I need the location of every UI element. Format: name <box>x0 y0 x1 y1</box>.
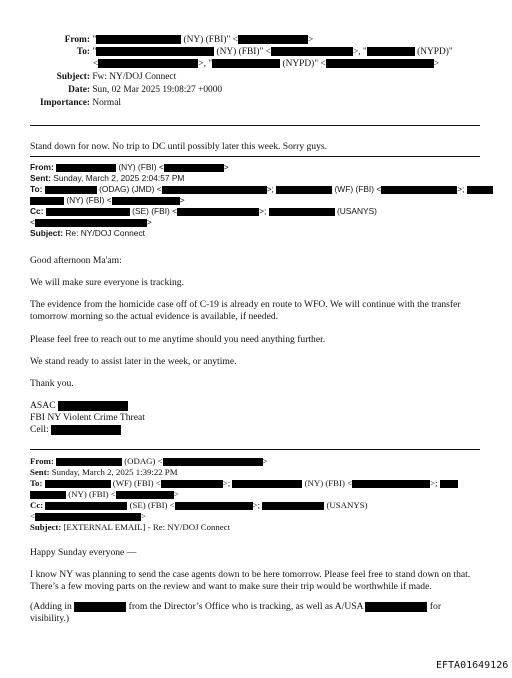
redaction-bar <box>276 186 332 194</box>
redaction-bar <box>326 59 434 68</box>
msg2-paragraph: I know NY was planning to send the case agents down to be here tomorrow. Please feel free to stand down on that. There’s a few moving parts on the review and want to make sure their trip would be worthwhile if made. <box>30 569 471 592</box>
header-subject: Fw: NY/DOJ Connect <box>92 72 177 82</box>
msg1-paragraph: The evidence from the homicide case off of C-19 is already en route to WFO. We will continue with the transfer tomorrow morning so the actual evidence is available, if needed. <box>30 299 461 322</box>
redaction-bar <box>116 491 174 499</box>
redaction-bar <box>96 47 214 56</box>
header-date-row: Date: Sun, 02 Mar 2025 19:08:27 +0000 <box>68 85 223 95</box>
redaction-bar <box>35 513 141 521</box>
msg1-to-row-2: (NY) (FBI) < > <box>30 195 185 206</box>
msg2-paragraph-cont: visibility.) <box>30 613 70 624</box>
header-date: Sun, 02 Mar 2025 19:08:27 +0000 <box>92 85 223 95</box>
msg2-to-row-2: (NY) (FBI) < > <box>30 489 179 500</box>
header-importance: Normal <box>92 98 121 108</box>
header-importance-row: Importance: Normal <box>40 98 121 108</box>
redaction-bar <box>365 602 427 612</box>
redaction-bar <box>177 208 259 216</box>
msg1-from-row: From: (NY) (FBI) < > <box>30 162 229 172</box>
msg2-subject: [EXTERNAL EMAIL] - Re: NY/DOJ Connect <box>63 522 231 532</box>
msg2-to-row: To: (WF) (FBI) < >; (NY) (FBI) < >; <box>30 478 458 489</box>
redaction-bar <box>238 35 308 44</box>
redaction-bar <box>175 502 253 510</box>
redaction-bar <box>45 186 97 194</box>
msg1-signature-cell-row: Cell: <box>30 424 121 436</box>
redaction-bar <box>271 47 353 56</box>
msg1-thanks: Thank you. <box>30 378 74 389</box>
redaction-bar <box>367 47 415 56</box>
msg1-paragraph: We will make sure everyone is tracking. <box>30 277 185 288</box>
redaction-bar <box>212 59 280 68</box>
redaction-bar <box>58 401 128 411</box>
redaction-bar <box>163 458 263 466</box>
msg1-cc-row-2: < > <box>30 217 152 227</box>
top-message: Stand down for now. No trip to DC until possibly later this week. Sorry guys. <box>30 141 328 152</box>
msg1-cc-row: Cc: (SE) (FBI) < >; (USANYS) <box>30 206 377 216</box>
msg1-sent-row: Sent: Sunday, March 2, 2025 2:04:57 PM <box>30 173 185 183</box>
msg2-greeting: Happy Sunday everyone — <box>30 547 137 558</box>
msg1-subject-row: Subject: Re: NY/DOJ Connect <box>30 228 145 238</box>
msg1-sent: Sunday, March 2, 2025 2:04:57 PM <box>53 173 185 183</box>
redaction-bar <box>30 491 66 499</box>
header-from-row: From: " (NY) (FBI)" < > <box>64 35 314 45</box>
redaction-bar <box>45 480 111 488</box>
document-id: EFTA01649126 <box>436 660 509 671</box>
msg2-sent-row: Sent: Sunday, March 2, 2025 1:39:22 PM <box>30 467 178 477</box>
msg2-paragraph-row: (Adding in from the Director’s Office who is tracking, as well as A/USA for <box>30 601 442 612</box>
redaction-bar <box>269 208 335 216</box>
redaction-bar <box>51 425 121 435</box>
redaction-bar <box>46 208 130 216</box>
redaction-bar <box>467 186 493 194</box>
redaction-bar <box>232 480 302 488</box>
divider-line <box>30 449 480 450</box>
msg1-greeting: Good afternoon Ma'am: <box>30 255 122 266</box>
redaction-bar <box>30 197 64 205</box>
header-to-row: To: " (NY) (FBI)" < >, " (NYPD)" <box>76 47 453 57</box>
header-to-row-2: < >, " (NYPD)" < > <box>93 59 439 69</box>
msg1-subject: Re: NY/DOJ Connect <box>65 228 145 238</box>
header-subject-row: Subject: Fw: NY/DOJ Connect <box>56 72 177 82</box>
redaction-bar <box>96 35 181 44</box>
redaction-bar <box>352 480 430 488</box>
redaction-bar <box>161 480 223 488</box>
msg1-to-row: To: (ODAG) (JMD) < >; (WF) (FBI) < >; <box>30 184 493 195</box>
msg2-subject-row: Subject: [EXTERNAL EMAIL] - Re: NY/DOJ Connect <box>30 522 231 532</box>
redaction-bar <box>35 219 147 227</box>
redaction-bar <box>56 458 122 466</box>
redaction-bar <box>45 502 127 510</box>
msg2-cc-row: Cc: (SE) (FBI) < >; (USANYS) <box>30 500 368 510</box>
msg2-sent: Sunday, March 2, 2025 1:39:22 PM <box>51 467 178 477</box>
msg1-signature-org: FBI NY Violent Crime Threat <box>30 412 145 423</box>
redaction-bar <box>162 186 267 194</box>
msg1-paragraph: We stand ready to assist later in the week, or anytime. <box>30 356 237 367</box>
msg2-from-row: From: (ODAG) < > <box>30 456 268 466</box>
redaction-bar <box>56 164 116 172</box>
divider-line <box>30 156 480 157</box>
redaction-bar <box>164 164 224 172</box>
redaction-bar <box>440 480 458 488</box>
divider-line <box>30 125 480 126</box>
redaction-bar <box>262 502 324 510</box>
redaction-bar <box>381 186 457 194</box>
msg1-paragraph: Please feel free to reach out to me anytime should you need anything further. <box>30 334 326 345</box>
msg2-cc-row-2: < > <box>30 511 146 521</box>
redaction-bar <box>98 59 198 68</box>
redaction-bar <box>112 197 180 205</box>
msg1-signature-title-row: ASAC <box>30 400 128 412</box>
redaction-bar <box>74 602 126 612</box>
